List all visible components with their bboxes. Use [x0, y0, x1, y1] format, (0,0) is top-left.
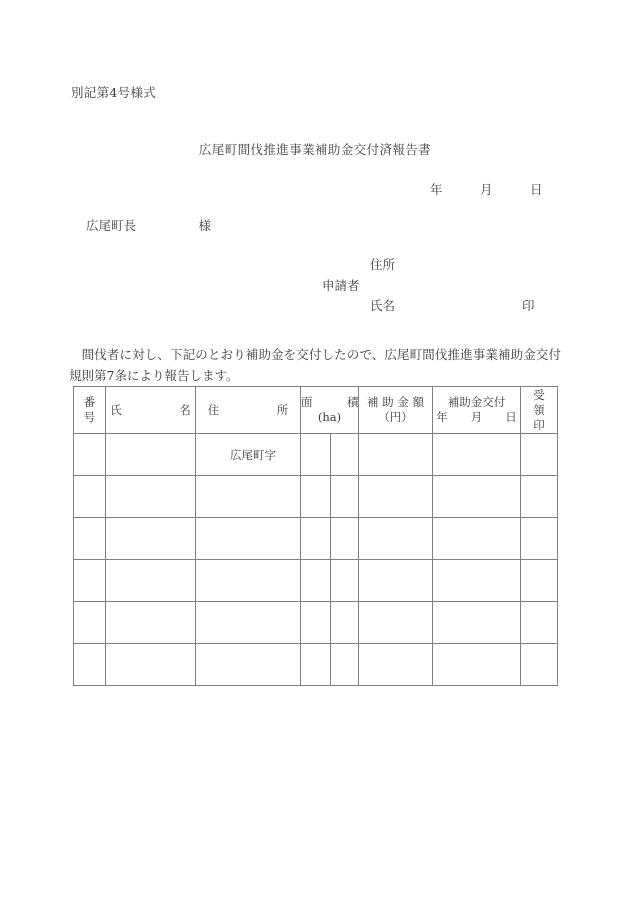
- cell-area-a[interactable]: [301, 644, 331, 686]
- page-title: 広尾町間伐推進事業補助金交付済報告書: [198, 142, 432, 157]
- applicant-seal-label: 印: [522, 298, 535, 313]
- report-table: [73, 386, 558, 686]
- cell-amount[interactable]: [359, 644, 433, 686]
- cell-address[interactable]: 広尾町字: [196, 434, 301, 476]
- cell-amount[interactable]: [359, 476, 433, 518]
- cell-area-b[interactable]: [331, 476, 359, 518]
- header-grant-date-line1: 補助金交付: [447, 395, 506, 409]
- cell-number[interactable]: [74, 434, 106, 476]
- table-row[interactable]: [74, 434, 558, 476]
- cell-grant-date[interactable]: [433, 434, 521, 476]
- cell-address[interactable]: [196, 602, 301, 644]
- cell-amount[interactable]: [359, 560, 433, 602]
- cell-number[interactable]: [74, 602, 106, 644]
- cell-receipt-seal[interactable]: [521, 518, 558, 560]
- header-amount-line2: （円）: [378, 410, 413, 424]
- table-header-row: [74, 387, 558, 434]
- cell-number[interactable]: [74, 518, 106, 560]
- cell-grant-date[interactable]: [433, 476, 521, 518]
- cell-receipt-seal[interactable]: [521, 602, 558, 644]
- header-number-line1: 番: [83, 395, 96, 409]
- applicant-name-label: 氏名: [370, 298, 396, 313]
- date-line: 年 月 日: [430, 182, 543, 197]
- cell-number[interactable]: [74, 560, 106, 602]
- header-receipt-seal-line1: 受: [533, 387, 545, 402]
- cell-name[interactable]: [106, 644, 196, 686]
- applicant-address-label: 住所: [370, 257, 396, 272]
- cell-amount[interactable]: [359, 518, 433, 560]
- header-grant-date: [433, 387, 521, 434]
- cell-grant-date[interactable]: [433, 602, 521, 644]
- cell-area-b[interactable]: [331, 518, 359, 560]
- cell-amount[interactable]: [359, 602, 433, 644]
- header-address: 住 所: [196, 387, 301, 434]
- applicant-block: [322, 255, 562, 313]
- header-area-line2: (ha): [317, 410, 342, 424]
- cell-area-b[interactable]: [331, 560, 359, 602]
- cell-area-a[interactable]: [301, 434, 331, 476]
- cell-receipt-seal[interactable]: [521, 434, 558, 476]
- header-area: [301, 387, 359, 434]
- cell-receipt-seal[interactable]: [521, 560, 558, 602]
- form-id-label: 別記第4号様式: [71, 85, 157, 100]
- addressee-line: 広尾町長 様: [86, 218, 212, 233]
- header-number-line2: 号: [83, 410, 96, 424]
- cell-address[interactable]: [196, 644, 301, 686]
- table-row[interactable]: [74, 476, 558, 518]
- cell-name[interactable]: [106, 518, 196, 560]
- cell-name[interactable]: [106, 476, 196, 518]
- body-paragraph: 間伐者に対し、下記のとおり補助金を交付したので、広尾町間伐推進事業補助金交付規則第7条により報告します。: [69, 347, 561, 383]
- cell-amount[interactable]: [359, 434, 433, 476]
- header-amount-line1: 補 助 金 額: [367, 395, 424, 409]
- table-row[interactable]: [74, 602, 558, 644]
- table-row[interactable]: [74, 518, 558, 560]
- cell-area-a[interactable]: [301, 560, 331, 602]
- table-row[interactable]: [74, 560, 558, 602]
- cell-grant-date[interactable]: [433, 644, 521, 686]
- cell-address[interactable]: [196, 560, 301, 602]
- header-name: 氏 名: [106, 387, 196, 434]
- header-receipt-seal: [521, 387, 558, 434]
- cell-area-a[interactable]: [301, 602, 331, 644]
- header-receipt-seal-line3: 印: [533, 417, 545, 432]
- cell-name[interactable]: [106, 602, 196, 644]
- cell-area-b[interactable]: [331, 434, 359, 476]
- cell-grant-date[interactable]: [433, 560, 521, 602]
- cell-number[interactable]: [74, 476, 106, 518]
- report-table-container: [73, 386, 557, 686]
- cell-name[interactable]: [106, 560, 196, 602]
- cell-grant-date[interactable]: [433, 518, 521, 560]
- header-number: [74, 387, 106, 434]
- cell-name[interactable]: [106, 434, 196, 476]
- applicant-label: 申請者: [322, 278, 360, 293]
- cell-receipt-seal[interactable]: [521, 476, 558, 518]
- table-row[interactable]: [74, 644, 558, 686]
- header-amount: [359, 387, 433, 434]
- cell-area-b[interactable]: [331, 644, 359, 686]
- cell-area-a[interactable]: [301, 476, 331, 518]
- cell-address[interactable]: [196, 518, 301, 560]
- cell-receipt-seal[interactable]: [521, 644, 558, 686]
- cell-area-b[interactable]: [331, 602, 359, 644]
- header-receipt-seal-line2: 領: [533, 402, 545, 417]
- cell-area-a[interactable]: [301, 518, 331, 560]
- cell-address[interactable]: [196, 476, 301, 518]
- header-area-line1: 面 積: [301, 395, 359, 409]
- header-grant-date-line2: 年 月 日: [436, 410, 517, 424]
- cell-number[interactable]: [74, 644, 106, 686]
